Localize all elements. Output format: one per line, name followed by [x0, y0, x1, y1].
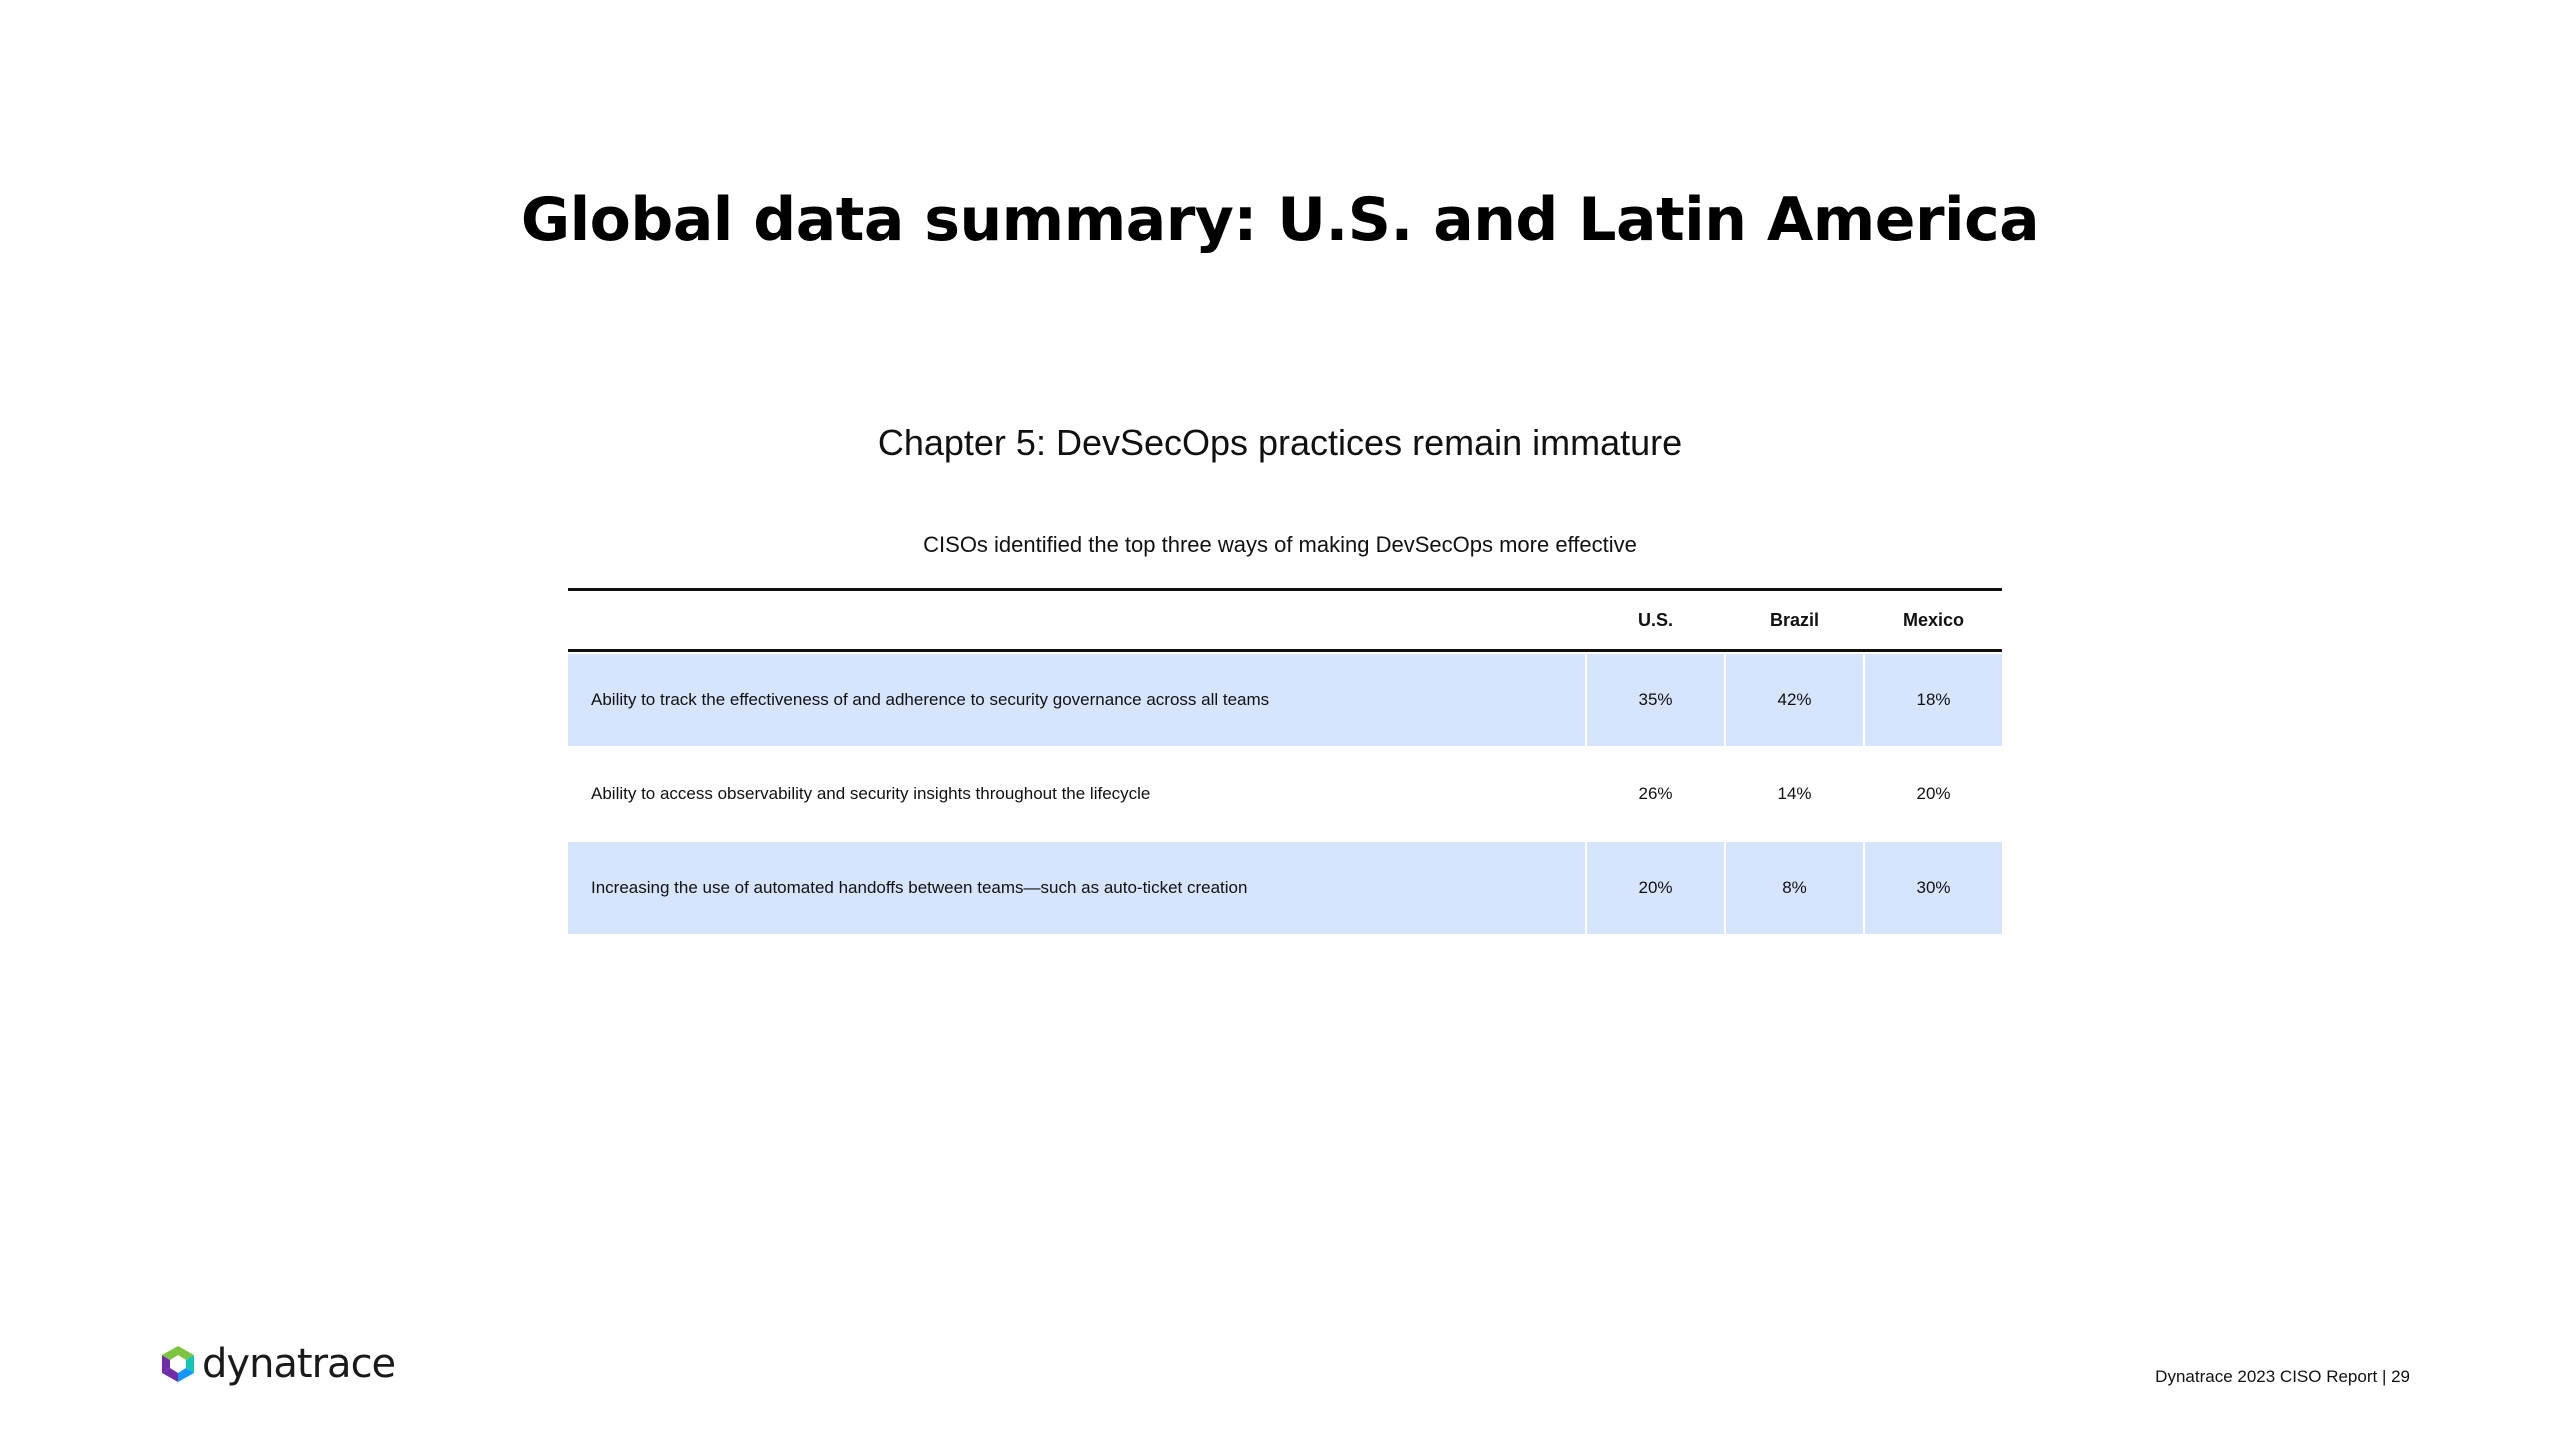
- table-row: [568, 748, 2002, 840]
- table-row: [568, 654, 2002, 746]
- table-row: [568, 842, 2002, 934]
- row-label: Ability to track the effectiveness of and adherence to security governance across all teams: [568, 654, 1585, 746]
- cell-us: 26%: [1638, 784, 1673, 803]
- footer-note: Dynatrace 2023 CISO Report | 29: [2155, 1367, 2410, 1386]
- cell-us: 35%: [1587, 654, 1724, 746]
- cell-mexico: 30%: [1865, 842, 2002, 934]
- cell-us: 20%: [1587, 842, 1724, 934]
- cell-mexico: 20%: [1916, 784, 1951, 803]
- table-header-row: [568, 591, 2002, 652]
- dynatrace-logo: [158, 1341, 396, 1387]
- header-mexico: Mexico: [1902, 609, 1965, 630]
- table-caption: CISOs identified the top three ways of making DevSecOps more effective: [923, 532, 1637, 557]
- cell-mexico: 18%: [1865, 654, 2002, 746]
- data-table: [568, 588, 2002, 934]
- chapter-title: Chapter 5: DevSecOps practices remain immature: [877, 422, 1683, 463]
- cell-brazil: 14%: [1777, 784, 1812, 803]
- header-us: U.S.: [1637, 609, 1673, 630]
- row-label: Ability to access observability and security insights throughout the lifecycle: [591, 784, 1151, 803]
- row-label: Increasing the use of automated handoffs between teams—such as auto-ticket creation: [568, 842, 1585, 934]
- cell-brazil: 42%: [1726, 654, 1863, 746]
- cell-brazil: 8%: [1726, 842, 1863, 934]
- page-title: Global data summary: U.S. and Latin America: [520, 185, 2040, 255]
- header-brazil: Brazil: [1769, 609, 1820, 630]
- logo-wordmark: dynatrace: [202, 1341, 396, 1387]
- dynatrace-logo-icon: [158, 1344, 198, 1384]
